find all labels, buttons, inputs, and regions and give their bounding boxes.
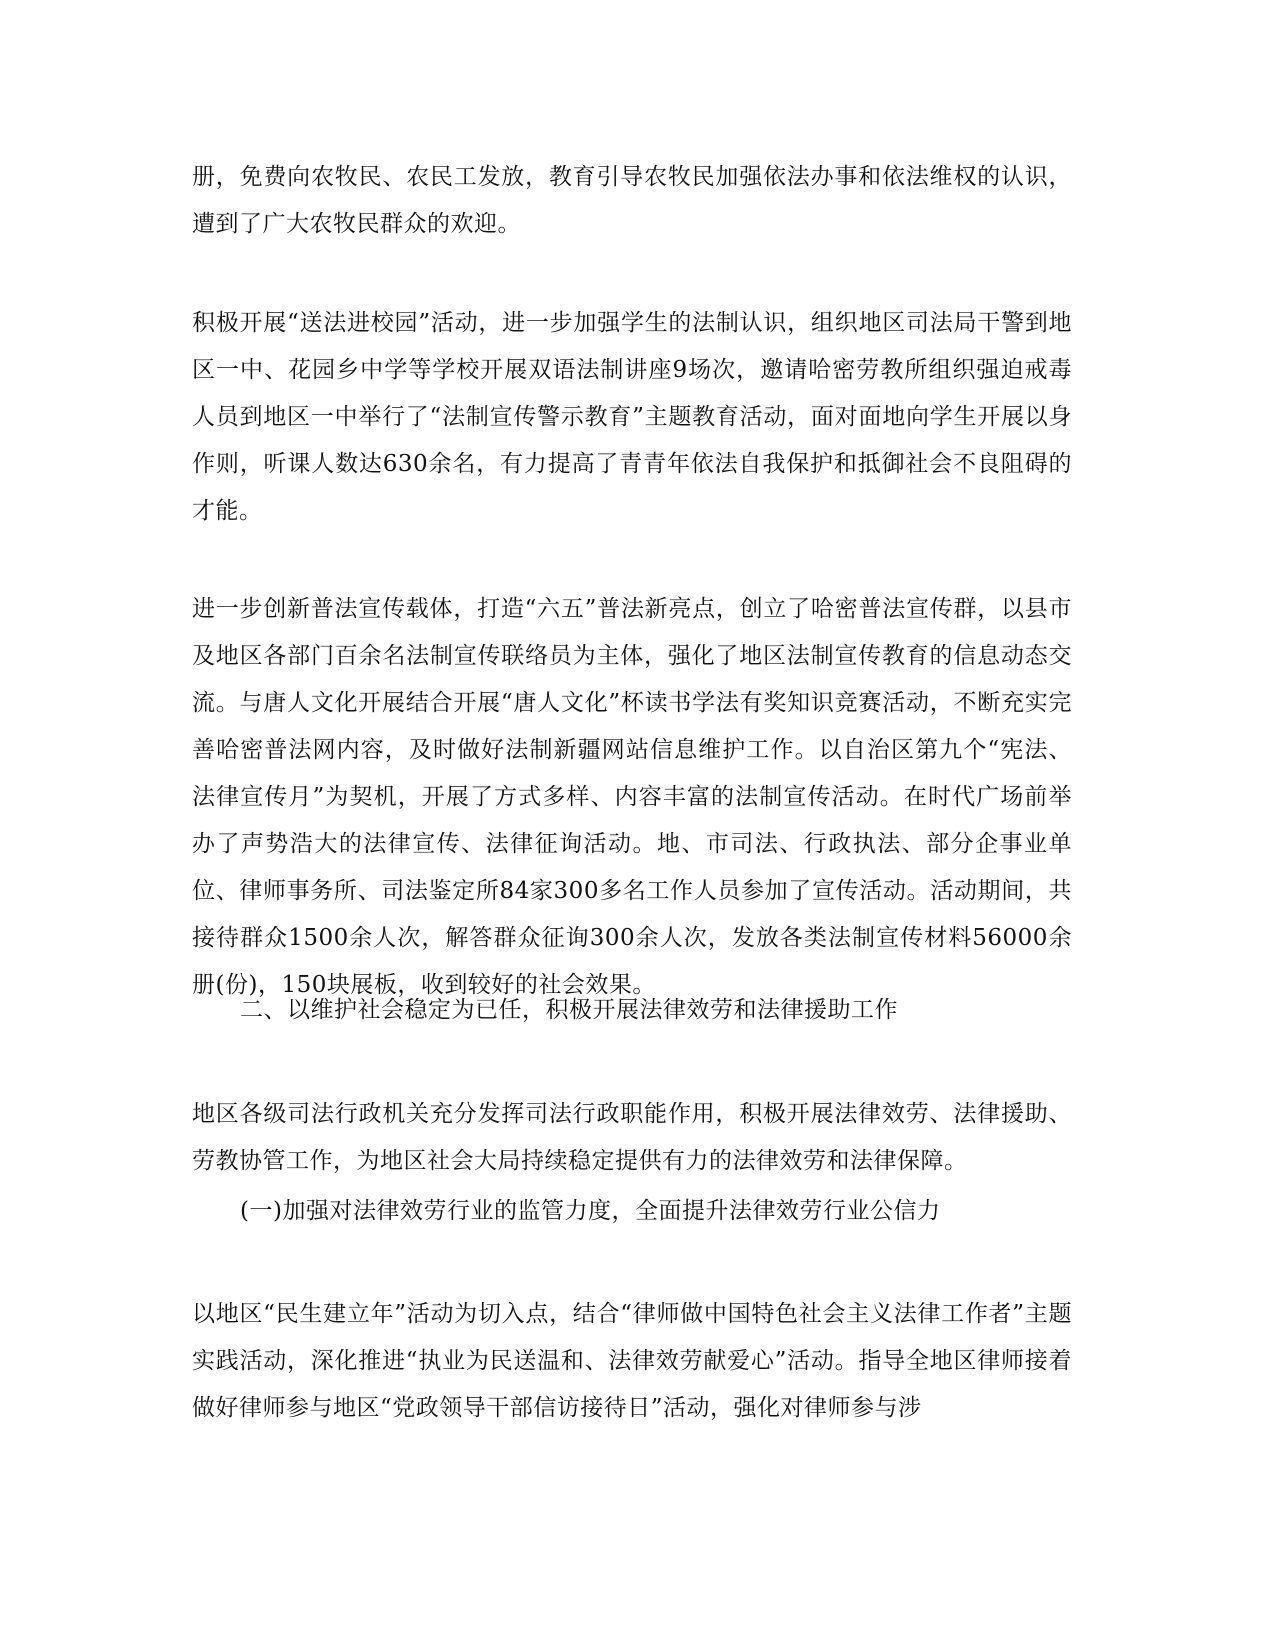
paragraph-judicial-administration: 地区各级司法行政机关充分发挥司法行政职能作用，积极开展法律效劳、法律援助、劳教协管工作，为地区社会大局持续稳定提供有力的法律效劳和法律保障。 (192, 1101, 1072, 1174)
paragraph-farmers-brochure: 册，免费向农牧民、农民工发放，教育引导农牧民加强依法办事和依法维权的认识，遭到了广大农牧民群众的欢迎。 (192, 164, 1072, 237)
paragraph-law-into-campus: 积极开展“送法进校园”活动，进一步加强学生的法制认识，组织地区司法局干警到地区一中、花园乡中学等学校开展双语法制讲座9场次，邀请哈密劳教所组织强迫戒毒人员到地区一中举行了“法制宣传警示教育”主题教育活动，面对面地向学生开展以身作则，听课人数达630余名，有力提高了青青年依法自我保护和抵御社会不良阻碍的才能。 (192, 310, 1072, 524)
paragraph-lawyer-activities: 以地区“民生建立年”活动为切入点，结合“律师做中国特色社会主义法律工作者”主题实践活动，深化推进“执业为民送温和、法律效劳献爱心”活动。指导全地区律师接着做好律师参与地区“党政领导干部信访接待日”活动，强化对律师参与涉 (192, 1301, 1072, 1421)
paragraph-legal-publicity-innovation: 进一步创新普法宣传载体，打造“六五”普法新亮点，创立了哈密普法宣传群，以县市及地区各部门百余名法制宣传联络员为主体，强化了地区法制宣传教育的信息动态交流。与唐人文化开展结合开展“唐人文化”杯读书学法有奖知识竞赛活动，不断充实完善哈密普法网内容，及时做好法制新疆网站信息维护工作。以自治区第九个“宪法、法律宣传月”为契机，开展了方式多样、内容丰富的法制宣传活动。在时代广场前举办了声势浩大的法律宣传、法律征询活动。地、市司法、行政执法、部分企事业单位、律师事务所、司法鉴定所84家300多名工作人员参加了宣传活动。活动期间，共接待群众1500余人次，解答群众征询300余人次，发放各类法制宣传材料56000余册(份)，150块展板，收到较好的社会效果。 (192, 596, 1072, 998)
section-heading-2: 二、以维护社会稳定为已任，积极开展法律效劳和法律援助工作 (240, 997, 898, 1023)
subsection-heading-2-1: (一)加强对法律效劳行业的监管力度，全面提升法律效劳行业公信力 (240, 1198, 941, 1224)
